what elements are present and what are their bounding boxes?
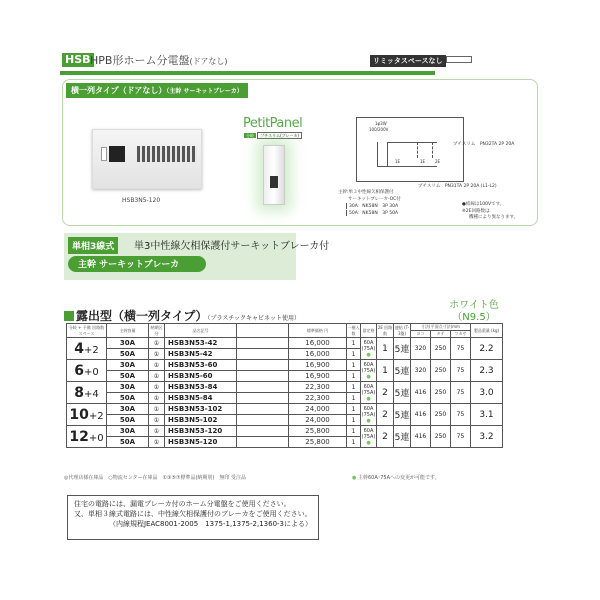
- blank-cell: [237, 415, 289, 426]
- quantity: 1: [347, 371, 361, 382]
- main-capacity: 50A: [107, 371, 149, 382]
- secondary-tag: [446, 56, 472, 63]
- panel-type-tag: 横一列タイプ（ドアなし）（主幹 サーキットブレーカ）: [66, 83, 248, 98]
- delivery-class: ①: [149, 393, 165, 404]
- series-badge: HSB: [62, 53, 94, 67]
- contract-rating: 60A (75A) ●: [361, 361, 376, 380]
- main-capacity: 30A: [107, 360, 149, 371]
- dot-icon: ●: [352, 475, 358, 481]
- table-row: [67, 382, 503, 393]
- delivery-class: ①: [149, 349, 165, 360]
- depth: 75: [451, 426, 471, 448]
- weight: 3.1: [471, 404, 503, 426]
- quantity: 1: [347, 338, 361, 349]
- blank-cell: [237, 393, 289, 404]
- delivery-class: ①: [149, 437, 165, 448]
- blank-cell: [237, 338, 289, 349]
- model-code: HSB3N53-120: [165, 426, 237, 437]
- model-code: HSB3N53-60: [165, 360, 237, 371]
- connect: 5連: [394, 360, 411, 382]
- blank-cell: [237, 426, 289, 437]
- label-main-3: 30A：NK58N 3P 30A: [346, 203, 398, 209]
- main-capacity: 30A: [107, 426, 149, 437]
- e2-circuits: 2: [377, 404, 394, 426]
- petitpanel-logo: PetitPanel: [243, 116, 303, 131]
- table-row: [67, 426, 503, 437]
- width: 320: [411, 360, 431, 382]
- circuit-count: 4+2: [67, 338, 107, 360]
- table-row: [67, 404, 503, 415]
- price: 24,000: [289, 404, 347, 415]
- depth: 75: [451, 360, 471, 382]
- delivery-class: ①: [149, 338, 165, 349]
- blank-cell: [237, 360, 289, 371]
- height: 250: [431, 404, 451, 426]
- blank-cell: [237, 349, 289, 360]
- dot-icon: ●: [366, 417, 371, 424]
- connect: 5連: [394, 404, 411, 426]
- circuit-count: 12+0: [67, 426, 107, 448]
- height: 250: [431, 426, 451, 448]
- table-title: 露出型（横一列タイプ）（プラスチックキャビネット使用）: [64, 307, 300, 324]
- contract-rating: 60A (75A) ●: [361, 383, 376, 402]
- delivery-class: ①: [149, 371, 165, 382]
- switch-graphic: [101, 147, 107, 161]
- quantity: 1: [347, 349, 361, 360]
- model-code: HSB3N5-84: [165, 393, 237, 404]
- price: 16,000: [289, 338, 347, 349]
- delivery-legend: ◎代理店様在庫品 ○物流センター在庫品 ①③⑤⑦標準品(納期別) 無印 受注品: [64, 475, 246, 481]
- price: 16,000: [289, 349, 347, 360]
- quantity: 1: [347, 426, 361, 437]
- page-title: HPB形ホーム分電盤(ドアなし): [90, 54, 228, 67]
- weight: 2.3: [471, 360, 503, 382]
- main-breaker-pill: 主幹 サーキットブレーカ: [68, 256, 206, 272]
- model-code: HSB3N5-60: [165, 371, 237, 382]
- e2-circuits: 2: [377, 426, 394, 448]
- label-main-1: 主幹:単３中性線欠相保護付: [338, 190, 394, 195]
- height: 250: [431, 338, 451, 360]
- label-pn31ta: プチスリム PN31TA 2P 20A (L1-L2): [418, 184, 497, 189]
- depth: 75: [451, 382, 471, 404]
- quantity: 1: [347, 360, 361, 371]
- notice-box: 住宅の電路には、漏電ブレーカ付のホーム分電盤をご使用ください。 又、単相３線式電路には、中性線欠相保護付のブレーカをご使用ください。 （内線規程JEAC8001-2005 1375-1,1375-2,1360-3による）: [67, 495, 319, 540]
- delivery-class: ①: [149, 404, 165, 415]
- diagram-note-2: ※2E回路数は: [462, 209, 490, 214]
- circuit-count: 10+2: [67, 404, 107, 426]
- weight: 2.2: [471, 338, 503, 360]
- blank-cell: [237, 371, 289, 382]
- contract-rating: 60A (75A) ●: [361, 405, 376, 424]
- e2-circuits: 1: [377, 360, 394, 382]
- width: 416: [411, 382, 431, 404]
- price: 24,000: [289, 415, 347, 426]
- circuit-count: 8+4: [67, 382, 107, 404]
- height: 250: [431, 360, 451, 382]
- main-capacity: 30A: [107, 382, 149, 393]
- main-capacity: 50A: [107, 349, 149, 360]
- main-capacity: 30A: [107, 404, 149, 415]
- contract-rating: 60A (75A) ●: [361, 427, 376, 446]
- model-code: HSB3N53-84: [165, 382, 237, 393]
- quantity: 1: [347, 437, 361, 448]
- petitpanel-subtitle: 分岐 プチスリム(ブレーカ): [244, 133, 302, 139]
- price: 16,900: [289, 360, 347, 371]
- delivery-class: ①: [149, 382, 165, 393]
- e2-circuits: 1: [377, 338, 394, 360]
- depth: 75: [451, 404, 471, 426]
- label-pn32ta: プチスリム PN32TA 2P 20A: [453, 142, 515, 147]
- quantity: 1: [347, 393, 361, 404]
- label-main-4: 50A：NK58N 3P 50A: [346, 210, 398, 216]
- e2-circuits: 2: [377, 382, 394, 404]
- color-label: ホワイト色 （N9.5）: [449, 300, 499, 323]
- depth: 75: [451, 338, 471, 360]
- price: 25,800: [289, 426, 347, 437]
- limiter-space-tag: リミッタスペースなし: [370, 55, 446, 67]
- branch-breakers-graphic: [137, 146, 197, 162]
- weight: 3.0: [471, 382, 503, 404]
- contract-rating: 60A (75A) ●: [361, 339, 376, 358]
- blank-cell: [237, 382, 289, 393]
- price: 22,300: [289, 382, 347, 393]
- model-code: HSB3N5-102: [165, 415, 237, 426]
- quantity: 1: [347, 382, 361, 393]
- main-capacity: 50A: [107, 415, 149, 426]
- delivery-class: ①: [149, 426, 165, 437]
- wiring-diagram: 1φ3W 100/200V 1E 1E 2E: [356, 117, 464, 182]
- dot-icon: ●: [366, 439, 371, 446]
- green-square-icon: [64, 311, 74, 321]
- width: 416: [411, 426, 431, 448]
- quantity: 1: [347, 415, 361, 426]
- weight: 3.2: [471, 426, 503, 448]
- height: 250: [431, 382, 451, 404]
- distribution-board-image: [92, 129, 202, 189]
- main-change-note: ● 主幹60A･75Aへの変更が可能です。: [352, 475, 440, 481]
- blank-cell: [237, 437, 289, 448]
- quantity: 1: [347, 404, 361, 415]
- dot-icon: ●: [366, 373, 371, 380]
- model-code: HSB3N5-42: [165, 349, 237, 360]
- connect: 5連: [394, 338, 411, 360]
- model-code: HSB3N53-102: [165, 404, 237, 415]
- main-capacity: 50A: [107, 393, 149, 404]
- price: 25,800: [289, 437, 347, 448]
- main-capacity: 30A: [107, 338, 149, 349]
- section-title: 単3中性線欠相保護付サーキットブレーカ付: [134, 241, 330, 252]
- diagram-note-1: ●結線は100Vです。: [462, 202, 505, 207]
- model-code: HSB3N53-42: [165, 338, 237, 349]
- phase-badge: 単相3線式: [68, 237, 118, 254]
- price: 16,900: [289, 371, 347, 382]
- width: 320: [411, 338, 431, 360]
- main-breaker-graphic: [109, 146, 125, 162]
- model-code: HSB3N5-120: [165, 437, 237, 448]
- dot-icon: ●: [366, 351, 371, 358]
- width: 416: [411, 404, 431, 426]
- spec-table: 分岐 + 予備 回路数 スペース 主幹容量 納期区分 品名記号 標準価格 円 一梱入数 留定格 2E 回路数 連結 (T-3盤) 寸法(平面点寸法)mm 製品重量 (kg) ヨコ タテ フカサ 4+2 30A ① HSB3N53-42 16,000 1 60A (75A) ● 1 5連 320 250 75 2.2 50A ① HSB3N5-42 16,000 1 6+0 30A ① HSB3N53-60 16,900 1 60A (75A) ● 1 5連 320 250 75 2.3 50A ① HSB3N5-60 16,900 1 8+4 30A ① HSB3N53-84 22,300 1 60A (75A) ● 2 5連 416 250 75 3.0 50A ① HSB3N5-84 22,300 1 10+2 30A ① HSB3N53-102 24,000 1 60A (75A) ● 2 5連 416 250 75 3.1 50A ① HSB3N5-102 24,000 1 12+0 30A ① HSB3N53-120 25,800 1 60A (75A) ● 2 5連 416 250 75 3.2 50A ① HSB3N5-120 25,800 1: [66, 323, 503, 448]
- product-caption: HSB3N5-120: [122, 197, 161, 204]
- main-capacity: 50A: [107, 437, 149, 448]
- blank-cell: [237, 404, 289, 415]
- table-row: [67, 360, 503, 371]
- diagram-note-3: 機種により異なります。: [469, 215, 519, 220]
- connect: 5連: [394, 382, 411, 404]
- price: 22,300: [289, 393, 347, 404]
- label-main-2: サーキットブレーカ-OC付: [348, 197, 401, 202]
- dot-icon: ●: [366, 395, 371, 402]
- circuit-count: 6+0: [67, 360, 107, 382]
- delivery-class: ①: [149, 360, 165, 371]
- breaker-image: [263, 145, 285, 205]
- header-divider: [60, 71, 435, 75]
- table-row: [67, 338, 503, 349]
- connect: 5連: [394, 426, 411, 448]
- delivery-class: ①: [149, 415, 165, 426]
